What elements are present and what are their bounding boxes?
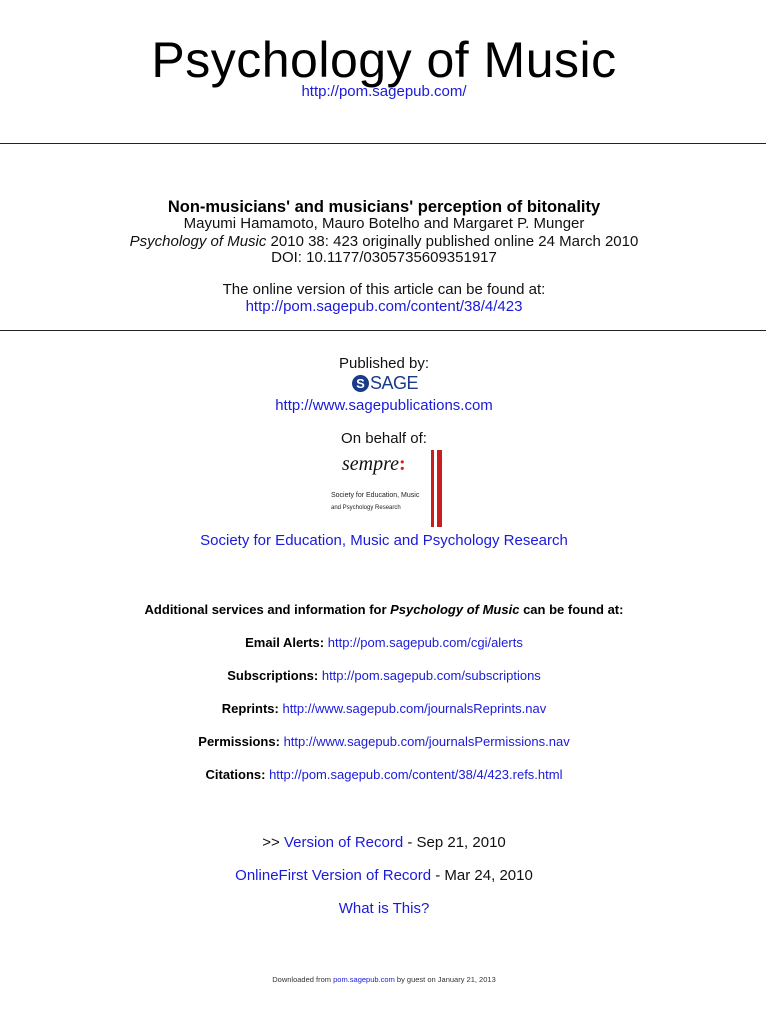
record-prefix: >> (262, 834, 284, 851)
sempre-logo (331, 450, 453, 530)
what-is-this-link[interactable]: What is This? (338, 900, 430, 917)
sage-publications-link[interactable]: http://www.sagepublications.com (275, 397, 493, 414)
published-by-label: Published by: (338, 355, 430, 372)
services-heading-journal: Psychology of Music (390, 602, 520, 617)
journal-url-link[interactable]: http://pom.sagepub.com/ (301, 83, 467, 100)
citation-journal: Psychology of Music (129, 233, 267, 250)
services-heading-suffix: can be found at: (519, 602, 624, 617)
service-label: Reprints: (221, 701, 279, 716)
service-subscriptions (0, 668, 768, 684)
service-reprints (0, 701, 768, 717)
article-title: Non-musicians' and musicians' perception of bitonality (167, 198, 601, 216)
onlinefirst-record-link[interactable]: OnlineFirst Version of Record (235, 867, 432, 884)
service-citations (0, 767, 768, 783)
sempre-red-bar-thin (431, 450, 434, 527)
download-footer (0, 975, 768, 985)
footer-prefix: Downloaded from (272, 975, 334, 984)
middle-divider (0, 330, 766, 331)
footer-site-link[interactable]: pom.sagepub.com (333, 975, 395, 984)
citation-details: 2010 38: 423 originally published online 24 March 2010 (266, 233, 639, 250)
citations-link[interactable]: http://pom.sagepub.com/content/38/4/423.refs.html (269, 767, 563, 782)
sage-logo (352, 373, 418, 393)
service-label: Subscriptions: (227, 668, 319, 683)
online-version-text: The online version of this article can be found at: (222, 281, 546, 298)
reprints-link[interactable]: http://www.sagepub.com/journalsReprints.nav (282, 701, 547, 716)
sempre-subtitle-line1: Society for Education, Music (331, 492, 420, 499)
onlinefirst-record-date: - Mar 24, 2010 (431, 867, 533, 884)
service-label: Permissions: (198, 734, 280, 749)
service-label: Email Alerts: (245, 635, 325, 650)
services-heading-prefix: Additional services and information for (144, 602, 391, 617)
sempre-subtitle-line2: and Psychology Research (331, 505, 401, 511)
sempre-red-bar-thick (437, 450, 442, 527)
version-of-record-row (0, 834, 768, 852)
onlinefirst-record-row (0, 867, 768, 885)
society-link[interactable]: Society for Education, Music and Psychology Research (200, 532, 568, 549)
sage-logo-word: SAGE (370, 373, 419, 393)
journal-title: Psychology of Music (151, 32, 617, 88)
on-behalf-label: On behalf of: (341, 430, 427, 447)
footer-suffix: by guest on January 21, 2013 (394, 975, 496, 984)
sempre-word-text: sempre (342, 453, 400, 475)
article-authors: Mayumi Hamamoto, Mauro Botelho and Margaret P. Munger (183, 215, 585, 232)
service-permissions (0, 734, 768, 750)
service-label: Citations: (205, 767, 266, 782)
what-is-this-row (0, 900, 768, 918)
services-heading (0, 602, 768, 618)
online-version-link[interactable]: http://pom.sagepub.com/content/38/4/423 (245, 298, 523, 315)
article-doi: DOI: 10.1177/0305735609351917 (271, 249, 497, 266)
permissions-link[interactable]: http://www.sagepub.com/journalsPermissions.nav (283, 734, 570, 749)
sage-s-icon: S (352, 375, 369, 392)
top-divider (0, 143, 766, 144)
version-of-record-link[interactable]: Version of Record (283, 834, 404, 851)
subscriptions-link[interactable]: http://pom.sagepub.com/subscriptions (321, 668, 541, 683)
email-alerts-link[interactable]: http://pom.sagepub.com/cgi/alerts (327, 635, 523, 650)
service-email-alerts (0, 635, 768, 651)
version-of-record-date: - Sep 21, 2010 (403, 834, 506, 851)
sempre-logo-word (342, 452, 406, 476)
sempre-colon: : (399, 453, 406, 475)
